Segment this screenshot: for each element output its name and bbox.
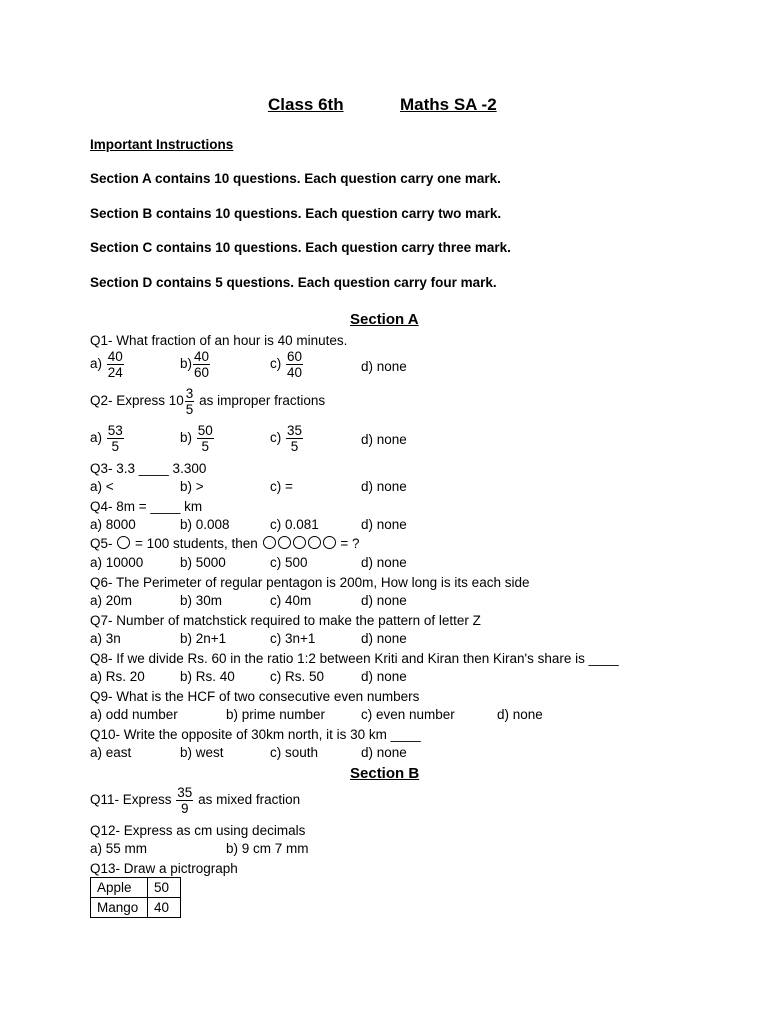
q9-option-c: c) even number — [361, 707, 455, 722]
question-3: Q3- 3.3 ____ 3.300 — [90, 461, 207, 476]
q7-option-b: b) 2n+1 — [180, 631, 227, 646]
q10-option-b: b) west — [180, 745, 224, 760]
section-b-title: Section B — [350, 765, 420, 782]
fraction: $\frac{40}{24}$ — [107, 349, 123, 380]
fraction: $\frac{35}{9}$ — [177, 785, 193, 816]
q6-option-b: b) 30m — [180, 593, 223, 608]
circle-icon — [263, 536, 276, 549]
table-row — [91, 898, 181, 918]
q10-option-d: d) none — [361, 745, 407, 760]
circle-icon — [308, 536, 321, 549]
subject-title: Maths SA -2 — [400, 95, 497, 114]
q5-option-b: b) 5000 — [180, 555, 226, 570]
question-8: Q8- If we divide Rs. 60 in the ratio 1:2 between Kriti and Kiran then Kiran's share is ____ — [90, 651, 619, 666]
q8-option-d: d) none — [361, 669, 407, 684]
question-5: Q5- = 100 students, then = ? — [90, 536, 360, 551]
circle-icon — [323, 536, 336, 549]
q2-option-d: d) none — [361, 432, 407, 447]
q3-option-a: a) < — [90, 479, 114, 494]
q5-option-a: a) 10000 — [90, 555, 144, 570]
q3-option-c: c) = — [270, 479, 293, 494]
question-7: Q7- Number of matchstick required to make the pattern of letter Z — [90, 613, 481, 628]
question-6: Q6- The Perimeter of regular pentagon is 200m, How long is its each side — [90, 575, 530, 590]
q8-option-a: a) Rs. 20 — [90, 669, 145, 684]
circle-icon — [278, 536, 291, 549]
fraction: $\frac{40}{60}$ — [194, 349, 210, 380]
fraction: $\frac{3}{5}$ — [185, 386, 194, 417]
question-4: Q4- 8m = ____ km — [90, 499, 203, 514]
fraction: $\frac{35}{5}$ — [287, 423, 303, 454]
q2-option-a: a) $\frac{53}{5}$ — [90, 423, 123, 454]
instruction-item: Section B contains 10 questions. Each question carry two mark. — [90, 206, 502, 221]
fraction: $\frac{60}{40}$ — [287, 349, 303, 380]
table-cell: 40 — [148, 898, 181, 918]
q1-option-a: a) $\frac{40}{24}$ — [90, 349, 123, 380]
q9-option-a: a) odd number — [90, 707, 178, 722]
instruction-item: Section A contains 10 questions. Each question carry one mark. — [90, 171, 501, 186]
fraction: $\frac{50}{5}$ — [197, 423, 213, 454]
q10-option-a: a) east — [90, 745, 132, 760]
q1-option-c: c) $\frac{60}{40}$ — [270, 349, 303, 380]
q4-option-b: b) 0.008 — [180, 517, 230, 532]
q6-option-c: c) 40m — [270, 593, 312, 608]
q3-option-b: b) > — [180, 479, 204, 494]
pictograph-table — [90, 877, 181, 918]
q6-option-d: d) none — [361, 593, 407, 608]
instruction-item: Section C contains 10 questions. Each question carry three mark. — [90, 240, 511, 255]
question-10: Q10- Write the opposite of 30km north, it is 30 km ____ — [90, 727, 421, 742]
q3-option-d: d) none — [361, 479, 407, 494]
q9-option-b: b) prime number — [226, 707, 326, 722]
class-title: Class 6th — [268, 95, 344, 114]
q7-option-c: c) 3n+1 — [270, 631, 316, 646]
q4-option-a: a) 8000 — [90, 517, 136, 532]
q5-option-d: d) none — [361, 555, 407, 570]
question-9: Q9- What is the HCF of two consecutive even numbers — [90, 689, 420, 704]
instructions-heading: Important Instructions — [90, 137, 234, 152]
table-cell: 50 — [148, 878, 181, 898]
q12-option-a: a) 55 mm — [90, 841, 148, 856]
q10-option-c: c) south — [270, 745, 319, 760]
question-12: Q12- Express as cm using decimals — [90, 823, 306, 838]
q4-option-c: c) 0.081 — [270, 517, 319, 532]
table-cell: Mango — [91, 898, 148, 918]
question-13: Q13- Draw a pictrograph — [90, 861, 238, 876]
q9-option-d: d) none — [497, 707, 543, 722]
question-1: Q1- What fraction of an hour is 40 minutes. — [90, 333, 348, 348]
q5-option-c: c) 500 — [270, 555, 308, 570]
q7-option-d: d) none — [361, 631, 407, 646]
q1-option-d: d) none — [361, 359, 407, 374]
fraction: $\frac{53}{5}$ — [107, 423, 123, 454]
q4-option-d: d) none — [361, 517, 407, 532]
q6-option-a: a) 20m — [90, 593, 133, 608]
q12-option-b: b) 9 cm 7 mm — [226, 841, 309, 856]
q8-option-c: c) Rs. 50 — [270, 669, 325, 684]
q1-option-b: b) $\frac{40}{60}$ — [180, 349, 210, 380]
section-a-title: Section A — [350, 311, 419, 328]
q2-option-b: b) $\frac{50}{5}$ — [180, 423, 213, 454]
q2-option-c: c) $\frac{35}{5}$ — [270, 423, 303, 454]
instruction-item: Section D contains 5 questions. Each question carry four mark. — [90, 275, 497, 290]
table-cell: Apple — [91, 878, 148, 898]
question-11: Q11- Express $\frac{35}{9}$ as mixed fraction — [90, 785, 301, 816]
circle-icon — [117, 536, 130, 549]
table-row — [91, 878, 181, 898]
q8-option-b: b) Rs. 40 — [180, 669, 235, 684]
q7-option-a: a) 3n — [90, 631, 121, 646]
question-2: Q2- Express 10 $\frac{3}{5}$ as improper fractions — [90, 386, 326, 417]
circle-icon — [293, 536, 306, 549]
